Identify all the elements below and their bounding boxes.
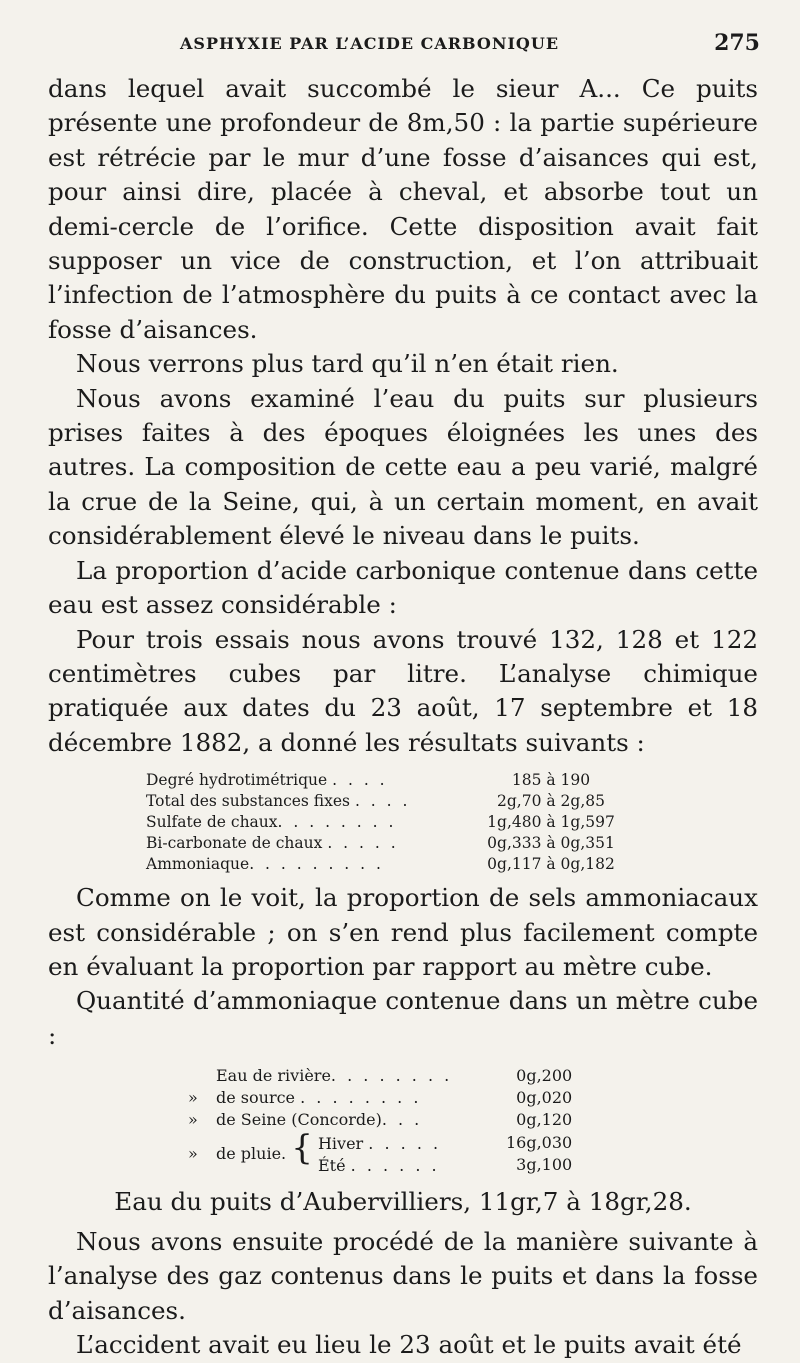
- water-source: de source: [216, 1088, 296, 1108]
- analysis-value: 185 à 190: [511, 771, 591, 790]
- leader-dots: . . .: [381, 1110, 423, 1130]
- analysis-label: Degré hydrotimétrique: [146, 771, 328, 790]
- analysis-value: 0g,117 à 0g,182: [487, 855, 615, 874]
- analysis-label: Bi-carbonate de chaux: [146, 834, 323, 853]
- leader-dots: . . . .: [354, 792, 411, 811]
- paragraph-3: Nous avons examiné l’eau du puits sur plusieurs prises faites à des époques éloignées les unes des autres. La composition de cette eau a peu varié, malgré la crue de la Seine, qui, à un certain moment, en avait considérablement élevé le niveau dans le puits.: [48, 383, 758, 551]
- water-ammonia-table: [188, 1065, 572, 1177]
- table-row: [146, 770, 656, 791]
- analysis-value: 2g,70 à 2g,85: [497, 792, 605, 811]
- paragraph-7: Quantité d’ammoniaque contenue dans un mètre cube :: [48, 986, 758, 1050]
- analysis-value: 1g,480 à 1g,597: [487, 813, 615, 832]
- ditto-mark: [188, 1065, 216, 1087]
- analysis-value: 0g,333 à 0g,351: [487, 834, 615, 853]
- water-source: de Seine (Concorde): [216, 1110, 382, 1130]
- water-source: Eau de rivière: [216, 1066, 331, 1086]
- ditto-mark: »: [188, 1110, 198, 1130]
- water-value: 3g,100: [516, 1154, 573, 1174]
- leader-dots: . . . . . . . . .: [249, 855, 384, 874]
- running-header: [0, 30, 760, 60]
- rain-season: Été: [317, 1155, 346, 1175]
- paragraph-6: Comme on le voit, la proportion de sels ammoniacaux est considérable ; on s’en rend plus facilement compte en évaluant la proportion par rapport au mètre cube.: [48, 883, 758, 981]
- paragraph-2: Nous verrons plus tard qu’il n’en était rien.: [76, 349, 619, 379]
- running-title: ASPHYXIE PAR L’ACIDE CARBONIQUE: [180, 34, 560, 53]
- ditto-mark: »: [188, 1088, 198, 1108]
- table-row: [188, 1131, 572, 1177]
- table-row: [146, 791, 656, 812]
- water-value: 0g,200: [516, 1066, 573, 1086]
- table-row: [146, 854, 656, 875]
- ditto-mark: »: [188, 1143, 198, 1163]
- paragraph-1: dans lequel avait succombé le sieur A... Ce puits présente une profondeur de 8m,50 : la partie supérieure est rétrécie par le mur d’une fosse d’aisances qui est, pour ainsi dire, placée à cheval, et absorbe tout un demi-cercle de l’orifice. Cette disposition avait fait supposer un vice de construction, et l’on attribuait l’infection de l’atmosphère du puits à ce contact avec la fosse d’aisances.: [48, 74, 758, 344]
- water-value: 0g,020: [516, 1088, 573, 1108]
- leader-dots: . . . . .: [327, 834, 399, 853]
- leader-dots: . . . . . . . .: [300, 1088, 422, 1108]
- body-text: [48, 72, 758, 1363]
- leader-dots: . . . . . . . .: [330, 1066, 453, 1086]
- leader-dots: . . . . . .: [350, 1155, 440, 1175]
- analysis-label: Ammoniaque: [146, 855, 250, 874]
- leader-dots: . . . . . . . .: [277, 813, 397, 832]
- rain-subrows: [318, 1133, 441, 1177]
- brace-glyph: {: [291, 1128, 313, 1169]
- analysis-table: [146, 770, 656, 875]
- analysis-label: Sulfate de chaux: [146, 813, 278, 832]
- leader-dots: . . . . .: [368, 1133, 442, 1153]
- table-row: [146, 833, 656, 854]
- table-row: [188, 1109, 572, 1131]
- water-value: 16g,030: [505, 1132, 573, 1152]
- analysis-label: Total des substances fixes: [146, 792, 351, 811]
- paragraph-10: L’accident avait eu lieu le 23 août et le puits avait été: [76, 1330, 742, 1360]
- table-row: [146, 812, 656, 833]
- water-source: de pluie.: [216, 1144, 287, 1164]
- rain-season: Hiver: [317, 1133, 364, 1153]
- paragraph-4: La proportion d’acide carbonique contenue dans cette eau est assez considérable :: [48, 555, 758, 620]
- paragraph-5: Pour trois essais nous avons trouvé 132, 128 et 122 centimètres cubes par litre. L’analyse chimique pratiquée aux dates du 23 août, 17 septembre et 18 décembre 1882, a donné les résultats suivants :: [48, 624, 758, 757]
- paragraph-9: Nous avons ensuite procédé de la manière suivante à l’analyse des gaz contenus dans le puits et dans la fosse d’aisances.: [48, 1227, 758, 1325]
- leader-dots: . . . .: [332, 771, 388, 790]
- paragraph-8: Eau du puits d’Aubervilliers, 11gr,7 à 18gr,28.: [114, 1186, 692, 1216]
- page-number: 275: [714, 30, 760, 56]
- water-value: 0g,120: [516, 1110, 573, 1130]
- table-row: [188, 1087, 572, 1109]
- table-row: [188, 1065, 572, 1087]
